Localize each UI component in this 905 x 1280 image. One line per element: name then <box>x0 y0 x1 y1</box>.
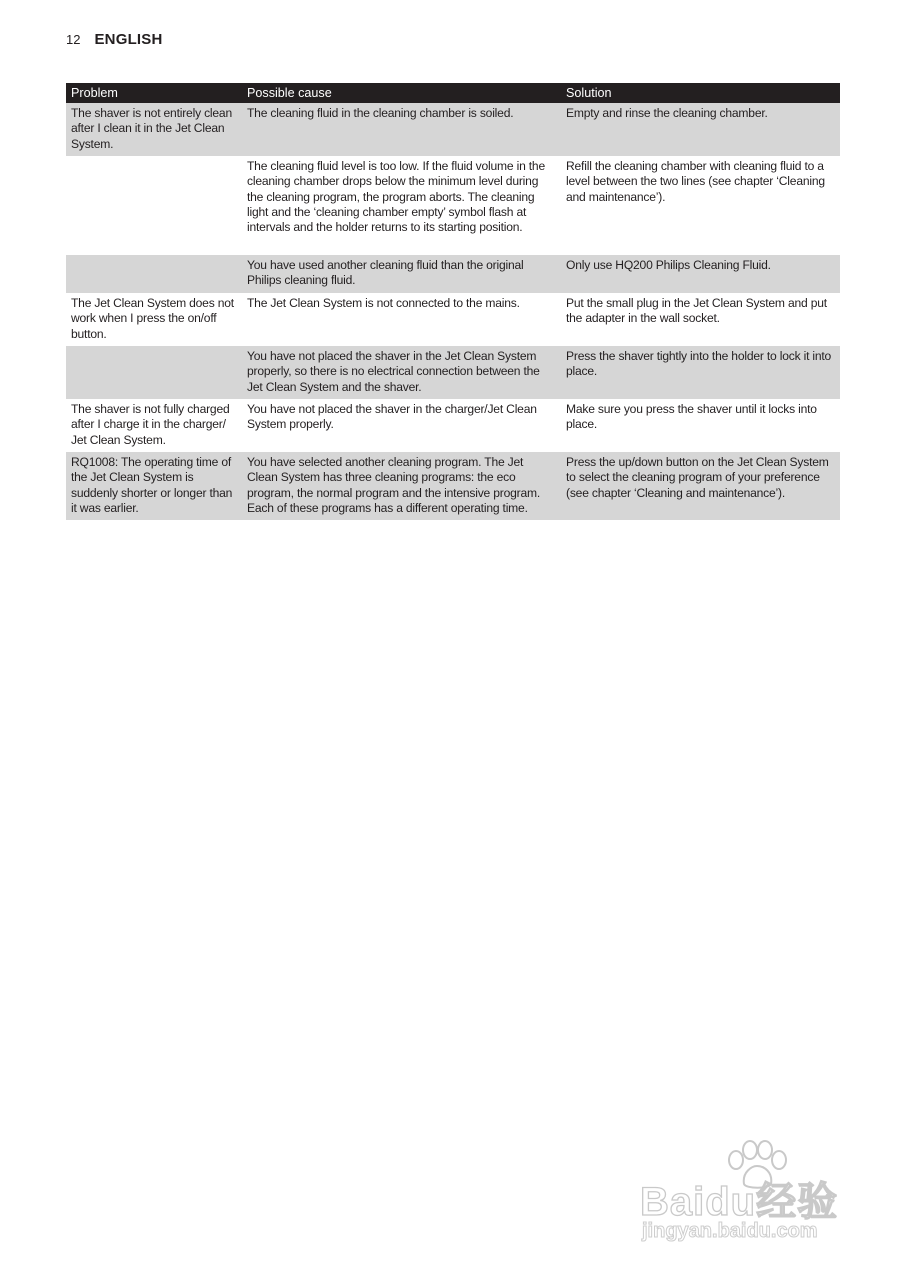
problem-cell <box>66 346 242 399</box>
cause-cell: The cleaning fluid level is too low. If the fluid volume in the cleaning chamber drops below the minimum level during the cleaning program, the program aborts. The cleaning light and the ‘cleaning chamber empty’ symbol flash at intervals and the holder returns to its starting position. <box>247 159 545 235</box>
solution-cell: Press the shaver tightly into the holder to lock it into place. <box>566 349 832 379</box>
troubleshooting-table <box>66 83 840 520</box>
watermark-url: jingyan.baidu.com <box>642 1220 818 1242</box>
table-row <box>66 346 840 399</box>
table-row <box>66 156 840 255</box>
watermark-brand: Baidu经验 <box>640 1180 839 1224</box>
section-title: ENGLISH <box>94 31 163 48</box>
table-row <box>66 255 840 293</box>
cause-cell: You have not placed the shaver in the charger/Jet Clean System properly. <box>247 402 537 432</box>
table-header-row <box>66 83 840 103</box>
solution-cell: Empty and rinse the cleaning chamber. <box>566 106 768 121</box>
page-header <box>66 31 163 48</box>
baidu-watermark <box>640 1140 855 1250</box>
column-header-cause: Possible cause <box>247 86 332 100</box>
problem-cell: The shaver is not entirely clean after I clean it in the Jet Clean System. <box>71 106 232 151</box>
column-header-solution: Solution <box>566 86 612 100</box>
solution-cell: Only use HQ200 Philips Cleaning Fluid. <box>566 258 771 273</box>
solution-cell: Put the small plug in the Jet Clean System and put the adapter in the wall socket. <box>566 296 827 326</box>
cause-cell: You have used another cleaning fluid than the original Philips cleaning fluid. <box>247 258 524 288</box>
table-row <box>66 399 840 452</box>
page-number: 12 <box>66 32 81 47</box>
solution-cell: Press the up/down button on the Jet Clean System to select the cleaning program of your preference (see chapter ‘Cleaning and maintenance’). <box>566 455 829 500</box>
cause-cell: The Jet Clean System is not connected to the mains. <box>247 296 520 311</box>
solution-cell: Refill the cleaning chamber with cleaning fluid to a level between the two lines (see chapter ‘Cleaning and maintenance’). <box>566 159 825 204</box>
cause-cell: The cleaning fluid in the cleaning chamber is soiled. <box>247 106 514 121</box>
table-row <box>66 103 840 156</box>
table-row <box>66 293 840 346</box>
solution-cell: Make sure you press the shaver until it locks into place. <box>566 402 817 432</box>
problem-cell: RQ1008: The operating time of the Jet Clean System is suddenly shorter or longer than it was earlier. <box>71 455 233 515</box>
problem-cell: The Jet Clean System does not work when I press the on/off button. <box>71 296 234 341</box>
cause-cell: You have selected another cleaning program. The Jet Clean System has three cleaning programs: the eco program, the normal program and the intensive program. Each of these programs has a different operating time. <box>247 455 541 515</box>
problem-cell: The shaver is not fully charged after I charge it in the charger/ Jet Clean System. <box>71 402 230 447</box>
table-row <box>66 452 840 520</box>
column-header-problem: Problem <box>71 86 118 100</box>
problem-cell <box>66 156 242 255</box>
cause-cell: You have not placed the shaver in the Jet Clean System properly, so there is no electrical connection between the Jet Clean System and the shaver. <box>247 349 540 394</box>
problem-cell <box>66 255 242 293</box>
